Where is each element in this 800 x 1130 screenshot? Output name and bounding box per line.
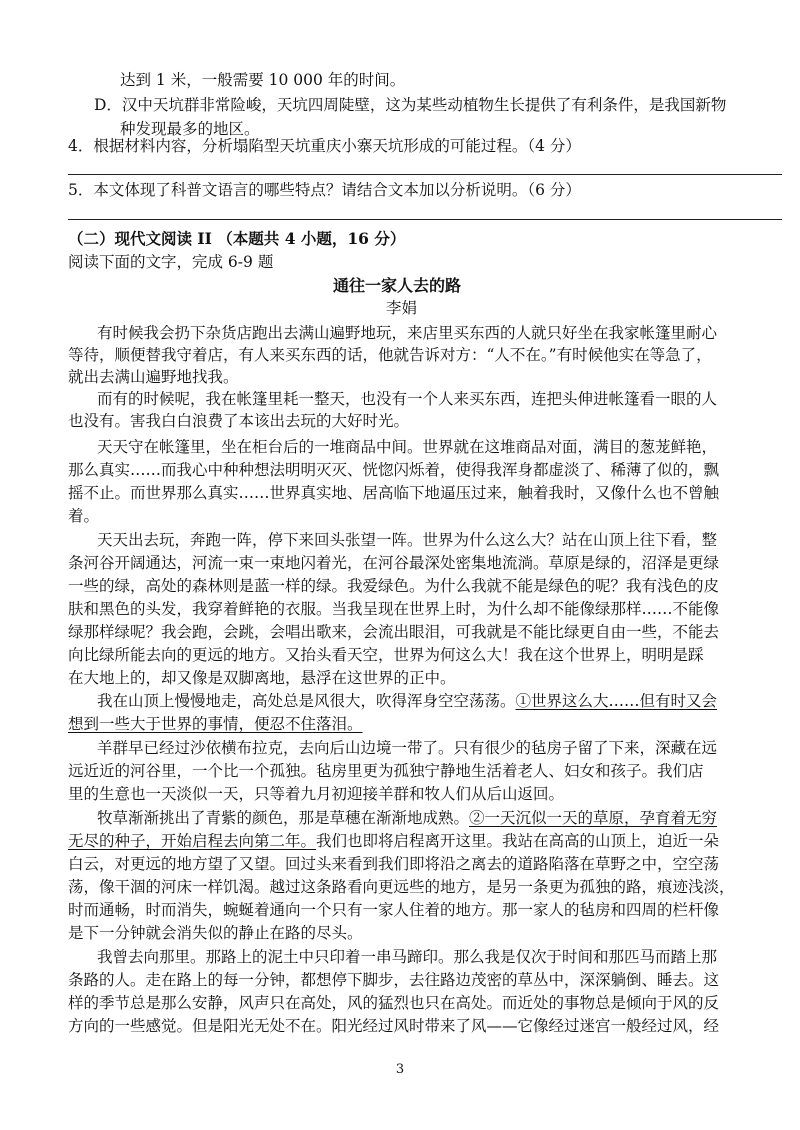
para4-line: 一些的绿，高处的森林则是蓝一样的绿。我爱绿色。为什么我就不能是绿色的呢？我有浅色的皮 bbox=[68, 577, 720, 595]
para6-line: 羊群早已经过沙依横布拉克，去向后山边境一带了。只有很少的毡房子留了下来，深藏在远 bbox=[97, 739, 718, 757]
article-author: 李娟 bbox=[386, 299, 418, 317]
para7-line: 是下一分钟就会消失似的静止在路的尽头。 bbox=[68, 924, 363, 942]
para1-line: 等待，顺便替我守着店，有人来买东西的话，他就告诉对方：“人不在。”有时候他实在等急了， bbox=[68, 346, 712, 364]
para8-line: 样的季节总是那么安静，风声只在高处，风的猛烈也只在高处。而近处的事物总是倾向于风的反 bbox=[68, 994, 720, 1012]
question-5: 5．本文体现了科普文语言的哪些特点？请结合文本加以分析说明。（6 分） bbox=[68, 181, 581, 199]
para4-line: 向比绿所能去向的更远的地方。又抬头看天空，世界为何这么大！我在这个世界上，明明是踩 bbox=[68, 646, 704, 664]
para3-line: 那么真实……而我心中种种想法明明灭灭、恍惚闪烁着，使得我浑身都虚淡了、稀薄了似的，飘 bbox=[68, 461, 720, 479]
para2-line: 而有的时候呢，我在帐篷里耗一整天，也没有一个人来买东西，连把头伸进帐篷看一眼的人 bbox=[97, 390, 718, 408]
underlined-sentence-2: ②一天沉似一天的草原，孕育着无穷 bbox=[469, 809, 718, 827]
answer-line-q5 bbox=[68, 219, 782, 220]
para5-text: 我在山顶上慢慢地走，高处总是风很大，吹得浑身空空荡荡。 bbox=[97, 692, 516, 710]
para1-line: 有时候我会扔下杂货店跑出去满山遍野地玩，来店里买东西的人就只好坐在我家帐篷里耐心 bbox=[97, 324, 718, 342]
para7-line: 荡，像干涸的河床一样饥渴。越过这条路看向更远些的地方，是另一条更为孤独的路，痕迹浅淡， bbox=[68, 878, 735, 896]
para4-line: 肤和黑色的头发，我穿着鲜艳的衣服。当我呈现在世界上时，为什么却不能像绿那样……不能像 bbox=[68, 600, 720, 618]
para6-line: 里的生意也一天淡似一天，只等着九月初迎接羊群和牧人们从后山返回。 bbox=[68, 785, 565, 803]
underlined-sentence-1-cont: 想到一些大于世界的事情，便忍不住落泪。 bbox=[68, 715, 363, 733]
para4-line: 条河谷开阔通达，河流一束一束地闪着光，在河谷最深处密集地流淌。草原是绿的，沼泽是更绿 bbox=[68, 554, 720, 572]
para3-line: 摇不止。而世界那么真实……世界真实地、居高临下地逼压过来，触着我时，又像什么也不曾触 bbox=[68, 484, 720, 502]
para6-line: 远近近的河谷里，一个比一个孤独。毡房里更为孤独宁静地生活着老人、妇女和孩子。我们店 bbox=[68, 762, 704, 780]
para7-line: 时而通畅，时而消失，蜿蜒着通向一个只有一家人住着的地方。那一家人的毡房和四周的栏杆像 bbox=[68, 901, 720, 919]
answer-line-q4 bbox=[68, 174, 782, 175]
para7-text: 牧草渐渐挑出了青紫的颜色，那是草穗在渐渐地成熟。 bbox=[97, 809, 470, 827]
para4-line: 天天出去玩，奔跑一阵，停下来回头张望一阵。世界为什么这么大？站在山顶上往下看，整 bbox=[97, 531, 718, 549]
question-4: 4．根据材料内容，分析塌陷型天坑重庆小寨天坑形成的可能过程。（4 分） bbox=[68, 137, 581, 155]
article-title: 通往一家人去的路 bbox=[333, 276, 462, 295]
underlined-sentence-2-cont: 无尽的种子，开始启程去向第二年。 bbox=[68, 832, 317, 850]
underlined-sentence-1: ①世界这么大……但有时又会 bbox=[515, 692, 718, 710]
para7-text: 我们也即将启程离开这里。我站在高高的山顶上，迫近一朵 bbox=[316, 832, 720, 850]
page-number: 3 bbox=[395, 1062, 405, 1077]
option-d-line-1: D．汉中天坑群非常险峻，天坑四周陡壁，这为某些动植物生长提供了有利条件，是我国新物 bbox=[94, 96, 727, 114]
para5-line-1 bbox=[97, 691, 717, 711]
para2-line: 也没有。害我白白浪费了本该出去玩的大好时光。 bbox=[68, 412, 410, 430]
para7-line-2 bbox=[68, 831, 719, 851]
para7-line: 白云，对更远的地方望了又望。回过头来看到我们即将沿之离去的道路陷落在草野之中，空空荡 bbox=[68, 855, 720, 873]
instruction: 阅读下面的文字，完成 6-9 题 bbox=[68, 253, 274, 271]
para8-line: 我曾去向那里。那路上的泥土中只印着一串马蹄印。那么我是仅次于时间和那匹马而踏上那 bbox=[97, 948, 718, 966]
section-header: （二）现代文阅读 II （本题共 4 小题，16 分） bbox=[68, 229, 406, 248]
para8-line: 方向的一些感觉。但是阳光无处不在。阳光经过风时带来了风——它像经过迷宫一般经过风，经 bbox=[68, 1017, 720, 1035]
para3-line: 着。 bbox=[68, 507, 100, 525]
option-c-continuation: 达到 1 米，一般需要 10 000 年的时间。 bbox=[120, 71, 406, 89]
para8-line: 条路的人。走在路上的每一分钟，都想停下脚步，去往路边茂密的草丛中，深深躺倒、睡去。这 bbox=[68, 971, 720, 989]
para3-line: 天天守在帐篷里，坐在柜台后的一堆商品中间。世界就在这堆商品对面，满目的葱茏鲜艳， bbox=[97, 438, 718, 456]
option-d-line-2: 种发现最多的地区。 bbox=[120, 120, 260, 138]
para7-line-1 bbox=[97, 808, 717, 828]
para1-line: 就出去满山遍野地找我。 bbox=[68, 368, 239, 386]
para4-line: 在大地上的，却又像是双脚离地，悬浮在这世界的正中。 bbox=[68, 669, 456, 687]
para4-line: 绿那样绿呢？我会跑，会跳，会唱出歌来，会流出眼泪，可我就是不能比绿更自由一些，不能去 bbox=[68, 623, 720, 641]
